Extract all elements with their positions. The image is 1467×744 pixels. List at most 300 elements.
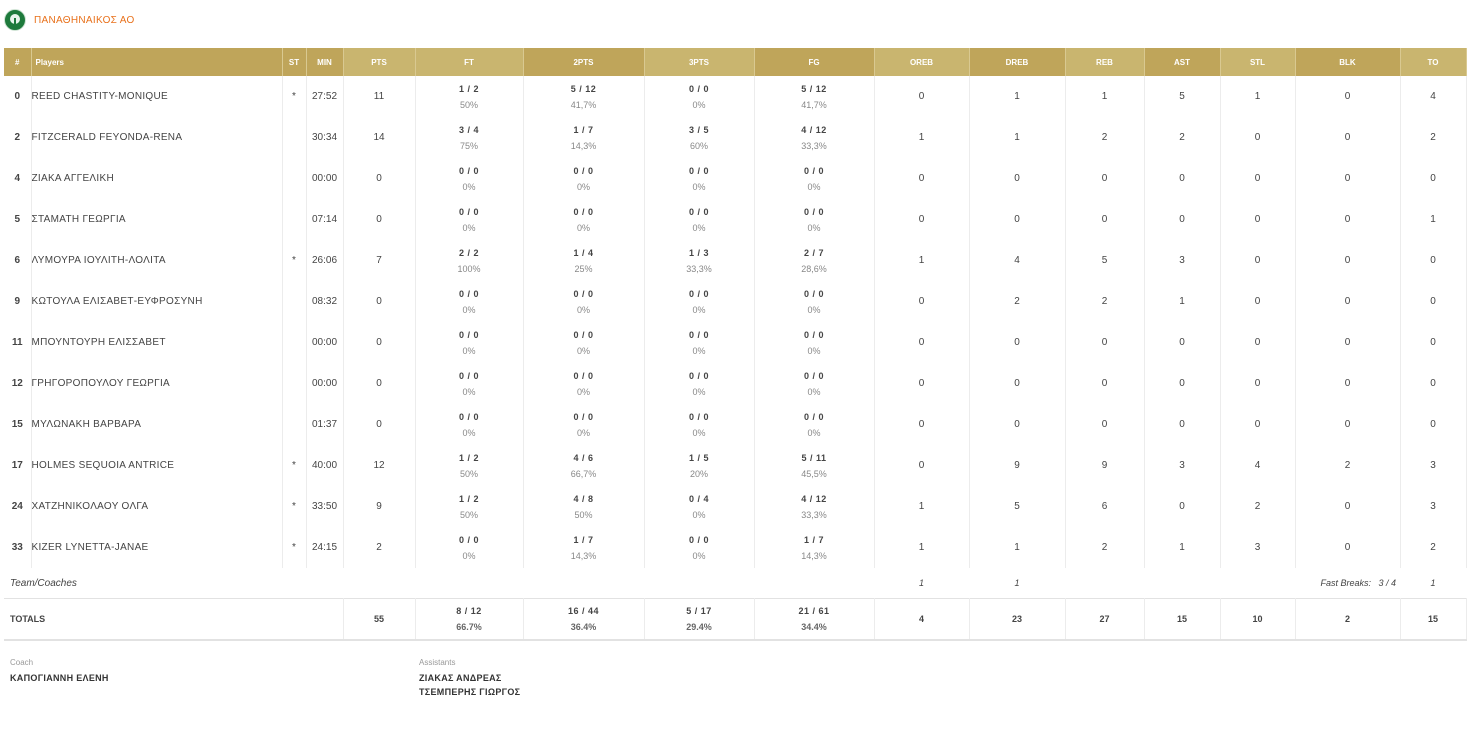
player-fg-pct: 0%	[807, 386, 821, 397]
player-3pts-pct: 0%	[692, 222, 706, 233]
player-ast: 0	[1144, 363, 1220, 404]
player-3pts	[644, 240, 754, 281]
player-3pts-made: 1 / 3	[688, 247, 709, 258]
header-number: #	[4, 48, 31, 76]
player-fg-made: 2 / 7	[803, 247, 824, 258]
player-stl: 0	[1220, 322, 1295, 363]
player-to: 2	[1400, 527, 1466, 568]
player-reb: 0	[1065, 158, 1144, 199]
player-fg	[754, 158, 874, 199]
player-dreb: 2	[969, 281, 1065, 322]
player-fg-pct: 14,3%	[801, 550, 827, 561]
player-dreb: 5	[969, 486, 1065, 527]
assistant-name: ΤΣΕΜΠΕΡΗΣ ΓΙΩΡΓΟΣ	[419, 687, 521, 697]
team-dreb: 1	[1014, 578, 1020, 588]
player-stl: 0	[1220, 199, 1295, 240]
player-reb: 2	[1065, 527, 1144, 568]
player-3pts-pct: 0%	[692, 181, 706, 192]
starter-mark: *	[282, 76, 306, 117]
player-3pts-pct: 0%	[692, 509, 706, 520]
player-ast: 2	[1144, 117, 1220, 158]
player-number: 11	[4, 322, 31, 363]
player-row	[4, 240, 1466, 281]
player-dreb: 0	[969, 158, 1065, 199]
player-2pts	[523, 117, 644, 158]
player-blk: 0	[1295, 322, 1400, 363]
starter-mark: *	[282, 486, 306, 527]
player-ft-made: 0 / 0	[458, 329, 479, 340]
header-3pts: 3PTS	[644, 48, 754, 76]
player-3pts-made: 0 / 0	[688, 165, 709, 176]
header-to: TO	[1400, 48, 1466, 76]
player-fg	[754, 117, 874, 158]
player-ft	[415, 404, 523, 445]
player-3pts-made: 0 / 0	[688, 206, 709, 217]
header-fg: FG	[754, 48, 874, 76]
box-score-table	[4, 48, 1467, 641]
player-2pts-pct: 0%	[576, 427, 590, 438]
player-fg-made: 0 / 0	[803, 370, 824, 381]
player-2pts-made: 4 / 8	[573, 493, 594, 504]
totals-label: TOTALS	[4, 599, 343, 641]
player-points: 0	[343, 404, 415, 445]
player-to: 0	[1400, 322, 1466, 363]
player-ft	[415, 76, 523, 117]
header-ft: FT	[415, 48, 523, 76]
player-ft-made: 0 / 0	[458, 534, 479, 545]
totals-ft-made: 8 / 12	[456, 606, 482, 616]
player-2pts-pct: 0%	[576, 222, 590, 233]
player-2pts-made: 0 / 0	[573, 165, 594, 176]
player-blk: 0	[1295, 363, 1400, 404]
starter-mark: *	[282, 527, 306, 568]
player-ft	[415, 158, 523, 199]
player-to: 2	[1400, 117, 1466, 158]
player-blk: 2	[1295, 445, 1400, 486]
player-3pts	[644, 117, 754, 158]
player-ft-pct: 50%	[459, 468, 478, 479]
totals-ft	[415, 599, 523, 641]
player-oreb: 1	[874, 486, 969, 527]
player-3pts-made: 0 / 0	[688, 534, 709, 545]
player-reb: 6	[1065, 486, 1144, 527]
player-ft-pct: 0%	[462, 427, 476, 438]
player-ast: 0	[1144, 486, 1220, 527]
player-3pts-pct: 0%	[692, 99, 706, 110]
player-stl: 0	[1220, 363, 1295, 404]
totals-fg-made: 21 / 61	[798, 606, 830, 616]
player-row	[4, 445, 1466, 486]
player-fg-pct: 0%	[807, 304, 821, 315]
player-oreb: 0	[874, 199, 969, 240]
player-number: 33	[4, 527, 31, 568]
player-minutes: 07:14	[306, 199, 343, 240]
player-stl: 1	[1220, 76, 1295, 117]
player-3pts-pct: 0%	[692, 304, 706, 315]
coach-name: ΚΑΠΟΓΙΑΝΝΗ ΕΛΕΝΗ	[10, 673, 109, 683]
player-fg	[754, 281, 874, 322]
player-dreb: 1	[969, 527, 1065, 568]
player-ft	[415, 363, 523, 404]
player-fg-made: 4 / 12	[801, 493, 827, 504]
player-3pts	[644, 527, 754, 568]
header-reb: REB	[1065, 48, 1144, 76]
totals-ast: 15	[1144, 599, 1220, 641]
player-3pts-made: 0 / 4	[688, 493, 709, 504]
player-stl: 0	[1220, 404, 1295, 445]
player-3pts-made: 0 / 0	[688, 411, 709, 422]
player-blk: 0	[1295, 527, 1400, 568]
player-number: 12	[4, 363, 31, 404]
player-blk: 0	[1295, 158, 1400, 199]
totals-3pts-pct: 29.4%	[686, 622, 712, 632]
player-oreb: 0	[874, 322, 969, 363]
player-fg-made: 4 / 12	[801, 124, 827, 135]
player-to: 0	[1400, 404, 1466, 445]
player-ft	[415, 281, 523, 322]
header-ast: AST	[1144, 48, 1220, 76]
player-number: 9	[4, 281, 31, 322]
player-fg	[754, 199, 874, 240]
player-dreb: 0	[969, 199, 1065, 240]
assistants-section	[419, 658, 520, 699]
player-3pts	[644, 486, 754, 527]
player-row	[4, 527, 1466, 568]
player-reb: 0	[1065, 404, 1144, 445]
player-ft-pct: 75%	[459, 140, 478, 151]
header-stl: STL	[1220, 48, 1295, 76]
player-3pts	[644, 158, 754, 199]
player-stl: 0	[1220, 117, 1295, 158]
player-to: 1	[1400, 199, 1466, 240]
player-2pts-made: 1 / 7	[573, 534, 594, 545]
player-name[interactable]: ΚΩΤΟΥΛΑ ΕΛΙΣΑΒΕΤ-ΕΥΦΡΟΣΥΝΗ	[31, 281, 282, 322]
player-points: 9	[343, 486, 415, 527]
team-coaches-row	[4, 568, 1466, 599]
totals-2pts	[523, 599, 644, 641]
player-2pts	[523, 199, 644, 240]
player-minutes: 24:15	[306, 527, 343, 568]
player-points: 0	[343, 363, 415, 404]
player-stl: 3	[1220, 527, 1295, 568]
player-fg-made: 0 / 0	[803, 165, 824, 176]
player-ast: 3	[1144, 445, 1220, 486]
player-dreb: 1	[969, 76, 1065, 117]
player-minutes: 40:00	[306, 445, 343, 486]
starter-mark	[282, 281, 306, 322]
player-2pts-made: 1 / 4	[573, 247, 594, 258]
player-points: 0	[343, 281, 415, 322]
player-number: 17	[4, 445, 31, 486]
player-2pts	[523, 240, 644, 281]
player-3pts	[644, 363, 754, 404]
player-fg	[754, 363, 874, 404]
player-2pts	[523, 363, 644, 404]
starter-mark	[282, 199, 306, 240]
player-2pts-pct: 0%	[576, 386, 590, 397]
player-fg-pct: 28,6%	[801, 263, 827, 274]
player-row	[4, 322, 1466, 363]
header-2pts: 2PTS	[523, 48, 644, 76]
player-name[interactable]: ΜΥΛΩΝΑΚΗ ΒΑΡΒΑΡΑ	[31, 404, 282, 445]
player-ft-pct: 0%	[462, 386, 476, 397]
player-row	[4, 199, 1466, 240]
player-2pts-pct: 41,7%	[570, 99, 597, 110]
player-fg-made: 5 / 12	[801, 83, 827, 94]
player-number: 2	[4, 117, 31, 158]
starter-mark	[282, 117, 306, 158]
player-fg-made: 5 / 11	[801, 452, 827, 463]
player-2pts	[523, 76, 644, 117]
player-rows	[4, 76, 1466, 568]
player-2pts-made: 0 / 0	[573, 370, 594, 381]
player-3pts-made: 0 / 0	[688, 370, 709, 381]
player-2pts-pct: 14,3%	[570, 550, 597, 561]
header-st: ST	[282, 48, 306, 76]
player-points: 0	[343, 158, 415, 199]
player-stl: 4	[1220, 445, 1295, 486]
player-name[interactable]: HOLMES SEQUOIA ANTRICE	[31, 445, 282, 486]
player-minutes: 27:52	[306, 76, 343, 117]
player-ft-pct: 100%	[457, 263, 481, 274]
player-ft	[415, 240, 523, 281]
player-2pts-pct: 66,7%	[570, 468, 597, 479]
player-points: 7	[343, 240, 415, 281]
player-ft	[415, 199, 523, 240]
header-dreb: DREB	[969, 48, 1065, 76]
player-row	[4, 281, 1466, 322]
player-fg	[754, 76, 874, 117]
player-2pts-pct: 0%	[576, 304, 590, 315]
player-oreb: 0	[874, 404, 969, 445]
totals-row	[4, 599, 1466, 641]
player-name[interactable]: FITZCERALD FEYONDA-RENA	[31, 117, 282, 158]
player-points: 14	[343, 117, 415, 158]
player-row	[4, 363, 1466, 404]
player-row	[4, 404, 1466, 445]
player-3pts-pct: 0%	[692, 345, 706, 356]
player-number: 24	[4, 486, 31, 527]
player-fg-made: 0 / 0	[803, 206, 824, 217]
coach-section	[10, 658, 109, 685]
player-oreb: 0	[874, 363, 969, 404]
player-number: 15	[4, 404, 31, 445]
coach-label: Coach	[10, 658, 34, 667]
player-ast: 1	[1144, 281, 1220, 322]
player-2pts-pct: 0%	[576, 181, 590, 192]
player-2pts-pct: 25%	[574, 263, 593, 274]
totals-to: 15	[1400, 599, 1466, 641]
player-fg-pct: 0%	[807, 222, 821, 233]
player-3pts	[644, 404, 754, 445]
player-name[interactable]: ΖΙΑΚΑ ΑΓΓΕΛΙΚΗ	[31, 158, 282, 199]
player-3pts	[644, 281, 754, 322]
totals-3pts-made: 5 / 17	[686, 606, 712, 616]
player-points: 12	[343, 445, 415, 486]
player-name[interactable]: ΜΠΟΥΝΤΟΥΡΗ ΕΛΙΣΣΑΒΕΤ	[31, 322, 282, 363]
starter-mark: *	[282, 240, 306, 281]
player-2pts-made: 4 / 6	[573, 452, 594, 463]
player-minutes: 00:00	[306, 363, 343, 404]
player-fg-made: 0 / 0	[803, 288, 824, 299]
player-to: 3	[1400, 445, 1466, 486]
totals-blk: 2	[1295, 599, 1400, 641]
totals-dreb: 23	[969, 599, 1065, 641]
assistants-label: Assistants	[419, 658, 456, 667]
player-row	[4, 486, 1466, 527]
totals-ft-pct: 66.7%	[456, 622, 482, 632]
totals-3pts	[644, 599, 754, 641]
player-2pts-made: 5 / 12	[570, 83, 597, 94]
player-dreb: 0	[969, 322, 1065, 363]
fast-breaks-label: Fast Breaks:	[1320, 578, 1371, 588]
player-number: 6	[4, 240, 31, 281]
player-to: 0	[1400, 240, 1466, 281]
player-3pts-made: 0 / 0	[688, 83, 709, 94]
player-ft-made: 0 / 0	[458, 370, 479, 381]
player-ft-made: 1 / 2	[458, 452, 479, 463]
player-minutes: 08:32	[306, 281, 343, 322]
player-ast: 0	[1144, 199, 1220, 240]
player-ast: 3	[1144, 240, 1220, 281]
player-blk: 0	[1295, 281, 1400, 322]
player-ft-made: 0 / 0	[458, 288, 479, 299]
player-stl: 0	[1220, 281, 1295, 322]
player-ft	[415, 527, 523, 568]
totals-fg	[754, 599, 874, 641]
player-points: 0	[343, 199, 415, 240]
player-minutes: 30:34	[306, 117, 343, 158]
totals-2pts-made: 16 / 44	[567, 606, 600, 616]
player-stl: 0	[1220, 240, 1295, 281]
player-name[interactable]: REED CHASTITY-MONIQUE	[31, 76, 282, 117]
totals-stl: 10	[1220, 599, 1295, 641]
player-2pts-pct: 0%	[576, 345, 590, 356]
player-fg	[754, 527, 874, 568]
player-ast: 1	[1144, 527, 1220, 568]
player-name[interactable]: ΧΑΤΖΗΝΙΚΟΛΑΟΥ ΟΛΓΑ	[31, 486, 282, 527]
player-ft-pct: 0%	[462, 222, 476, 233]
player-2pts-pct: 14,3%	[570, 140, 597, 151]
player-fg	[754, 404, 874, 445]
player-to: 0	[1400, 158, 1466, 199]
team-logo-icon	[4, 9, 26, 31]
player-ft-made: 2 / 2	[458, 247, 479, 258]
player-reb: 0	[1065, 199, 1144, 240]
player-fg-pct: 33,3%	[801, 509, 827, 520]
header-min: MIN	[306, 48, 343, 76]
player-stl: 0	[1220, 158, 1295, 199]
player-row	[4, 158, 1466, 199]
player-3pts-pct: 20%	[689, 468, 708, 479]
totals-oreb: 4	[874, 599, 969, 641]
player-name[interactable]: ΣΤΑΜΑΤΗ ΓΕΩΡΓΙΑ	[31, 199, 282, 240]
player-oreb: 0	[874, 281, 969, 322]
player-to: 0	[1400, 363, 1466, 404]
player-3pts-pct: 0%	[692, 550, 706, 561]
player-3pts-pct: 0%	[692, 386, 706, 397]
player-ft-pct: 0%	[462, 550, 476, 561]
player-oreb: 1	[874, 117, 969, 158]
starter-mark	[282, 158, 306, 199]
player-2pts-made: 0 / 0	[573, 329, 594, 340]
header-pts: PTS	[343, 48, 415, 76]
player-points: 0	[343, 322, 415, 363]
player-name[interactable]: ΛΥΜΟΥΡΑ ΙΟΥΛΙΤΗ-ΛΟΛΙΤΑ	[31, 240, 282, 281]
player-oreb: 0	[874, 445, 969, 486]
player-fg-made: 1 / 7	[803, 534, 824, 545]
player-3pts	[644, 76, 754, 117]
player-ft-made: 0 / 0	[458, 411, 479, 422]
player-ft-pct: 0%	[462, 345, 476, 356]
header-oreb: OREB	[874, 48, 969, 76]
player-name[interactable]: ΓΡΗΓΟΡΟΠΟΥΛΟΥ ΓΕΩΡΓΙΑ	[31, 363, 282, 404]
player-blk: 0	[1295, 404, 1400, 445]
team-name[interactable]: ΠΑΝΑΘΗΝΑΙΚΟΣ ΑΟ	[34, 14, 135, 26]
player-blk: 0	[1295, 199, 1400, 240]
player-number: 4	[4, 158, 31, 199]
player-ast: 0	[1144, 322, 1220, 363]
player-fg-pct: 33,3%	[801, 140, 827, 151]
player-ast: 0	[1144, 404, 1220, 445]
fast-breaks	[1144, 568, 1400, 599]
player-ast: 0	[1144, 158, 1220, 199]
player-name[interactable]: KIZER LYNETTA-JANAE	[31, 527, 282, 568]
player-blk: 0	[1295, 240, 1400, 281]
starter-mark	[282, 404, 306, 445]
player-oreb: 1	[874, 240, 969, 281]
player-dreb: 1	[969, 117, 1065, 158]
player-dreb: 4	[969, 240, 1065, 281]
player-reb: 1	[1065, 76, 1144, 117]
player-3pts-made: 3 / 5	[688, 124, 709, 135]
player-reb: 2	[1065, 117, 1144, 158]
player-ft-pct: 0%	[462, 304, 476, 315]
player-minutes: 33:50	[306, 486, 343, 527]
player-2pts	[523, 527, 644, 568]
starter-mark: *	[282, 445, 306, 486]
player-blk: 0	[1295, 117, 1400, 158]
header-blk: BLK	[1295, 48, 1400, 76]
totals-reb: 27	[1065, 599, 1144, 641]
header-players: Players	[31, 48, 282, 76]
player-oreb: 0	[874, 158, 969, 199]
player-row	[4, 76, 1466, 117]
player-blk: 0	[1295, 76, 1400, 117]
player-2pts	[523, 486, 644, 527]
player-to: 3	[1400, 486, 1466, 527]
player-fg	[754, 322, 874, 363]
player-2pts-made: 0 / 0	[573, 206, 594, 217]
player-reb: 0	[1065, 363, 1144, 404]
player-to: 0	[1400, 281, 1466, 322]
player-points: 11	[343, 76, 415, 117]
player-minutes: 01:37	[306, 404, 343, 445]
player-oreb: 1	[874, 527, 969, 568]
player-3pts-made: 0 / 0	[688, 288, 709, 299]
player-fg	[754, 445, 874, 486]
player-row	[4, 117, 1466, 158]
player-3pts	[644, 445, 754, 486]
team-to: 1	[1430, 578, 1436, 588]
player-minutes: 00:00	[306, 158, 343, 199]
team-header	[4, 8, 135, 32]
player-2pts-made: 1 / 7	[573, 124, 594, 135]
player-number: 5	[4, 199, 31, 240]
player-ft	[415, 445, 523, 486]
player-reb: 0	[1065, 322, 1144, 363]
player-points: 2	[343, 527, 415, 568]
